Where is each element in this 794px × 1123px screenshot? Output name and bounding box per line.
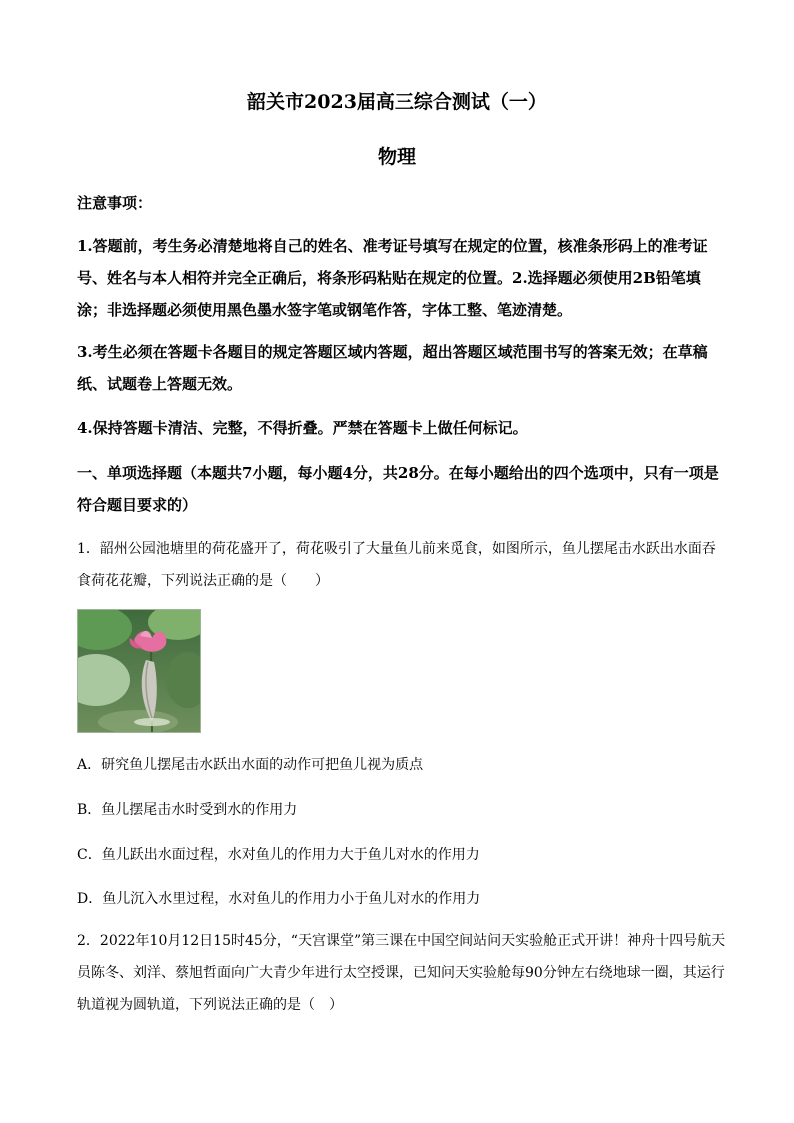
question-2-stem: 2．2022年10月12日15时45分，“天宫课堂”第三课在中国空间站问天实验舱正式开讲！神舟十四号航天员陈冬、刘洋、蔡旭哲面向广大青少年进行太空授课，已知问天实验舱每90分钟左右绕地球一圈，其运行轨道视为圆轨道，下列说法正确的是（ ） [77, 933, 726, 1013]
section-heading: 一、单项选择题（本题共7小题，每小题4分，共28分。在每小题给出的四个选项中，只有一项是符合题目要求的） [77, 464, 719, 514]
notes-item-3: 3.考生必须在答题卡各题目的规定答题区域内答题，超出答题区域范围书写的答案无效；在草稿纸、试题卷上答题无效。 [77, 343, 708, 393]
notes-item-1: 1.答题前，考生务必清楚地将自己的姓名、准考证号填写在规定的位置，核准条形码上的准考证号、姓名与本人相符并完全正确后，将条形码粘贴在规定的位置。2.选择题必须使用2B铅笔填涂；非选择题必须使用黑色墨水签字笔或钢笔作答，字体工整、笔迹清楚。 [77, 237, 708, 319]
question-1-option-c: C．鱼儿跃出水面过程，水对鱼儿的作用力大于鱼儿对水的作用力 [77, 847, 480, 863]
notes-heading: 注意事项： [77, 194, 153, 212]
question-1-option-b: B．鱼儿摆尾击水时受到水的作用力 [77, 802, 298, 818]
lotus-fish-photo [77, 609, 201, 733]
question-1-option-a: A．研究鱼儿摆尾击水跃出水面的动作可把鱼儿视为质点 [77, 757, 424, 773]
notes-item-4: 4.保持答题卡清洁、完整，不得折叠。严禁在答题卡上做任何标记。 [77, 419, 528, 437]
exam-subject: 物理 [377, 146, 416, 168]
question-1-stem: 1．韶州公园池塘里的荷花盛开了，荷花吸引了大量鱼儿前来觅食，如图所示，鱼儿摆尾击水跃出水面吞食荷花花瓣，下列说法正确的是（ ） [77, 541, 716, 589]
exam-title: 韶关市2023届高三综合测试（一） [247, 91, 547, 113]
question-1-option-d: D．鱼儿沉入水里过程，水对鱼儿的作用力小于鱼儿对水的作用力 [77, 891, 481, 907]
